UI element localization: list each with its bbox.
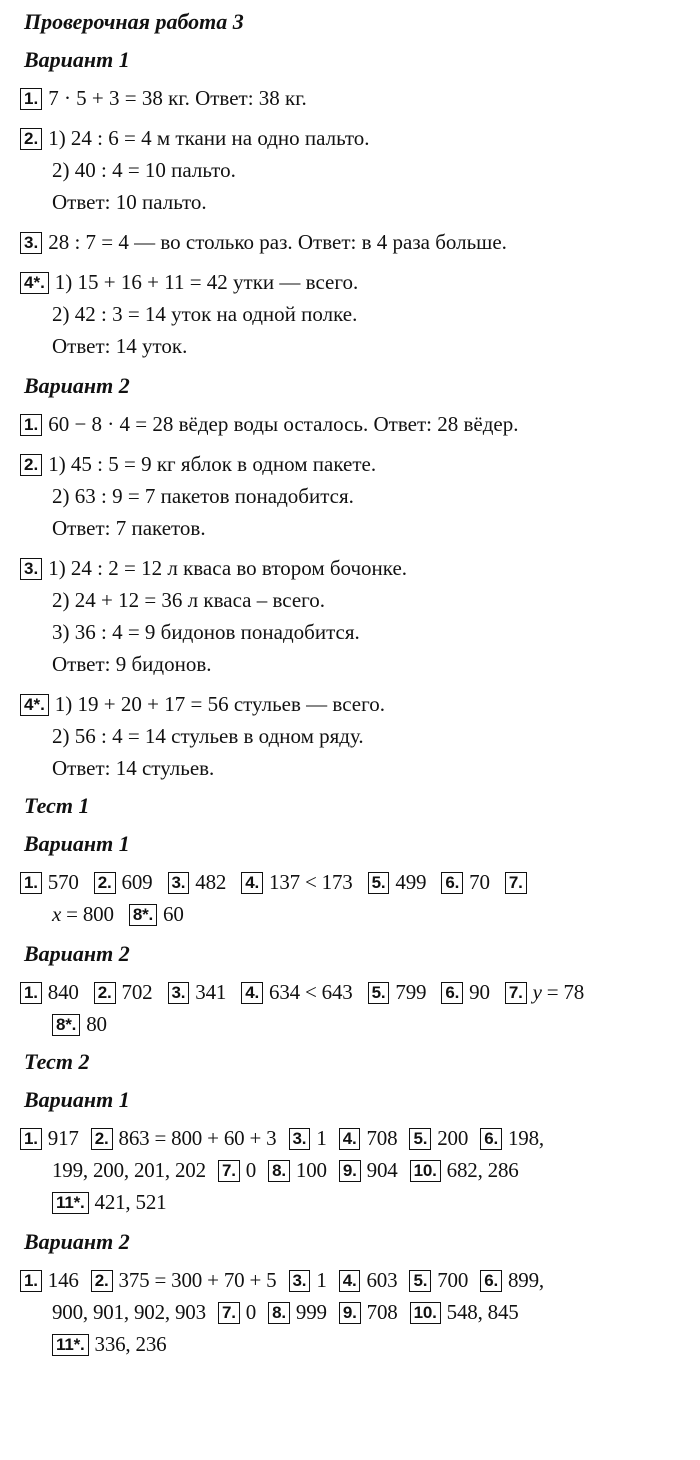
task-line: 3) 36 : 4 = 9 бидонов понадобится. <box>52 620 360 644</box>
answer-item <box>52 1012 107 1036</box>
answer-item <box>94 870 153 894</box>
answer-number-box: 8*. <box>129 904 157 926</box>
answer-number-box: 8. <box>268 1302 290 1324</box>
answer-number-box: 10. <box>410 1160 441 1182</box>
task-line: 2) 40 : 4 = 10 пальто. <box>52 158 236 182</box>
answer-number-box: 1. <box>20 1270 42 1292</box>
answer-value: 146 <box>47 1268 79 1292</box>
answer-number-box: 7. <box>218 1160 240 1182</box>
variant-heading: Вариант 2 <box>24 1229 130 1254</box>
task-text: 7 · 5 + 3 = 38 кг. Ответ: 38 кг. <box>48 86 307 110</box>
answer-item <box>409 1268 468 1292</box>
task-1 <box>20 82 682 114</box>
answer-item <box>20 980 79 1004</box>
answer-value: 198, <box>507 1126 544 1150</box>
answer-item <box>94 980 153 1004</box>
answer-number-box: 2. <box>91 1128 113 1150</box>
answer-item <box>505 870 533 894</box>
answer-value: 375 = 300 + 70 + 5 <box>118 1268 277 1292</box>
task-answer: Ответ: 10 пальто. <box>52 190 207 214</box>
task-line: 1) 45 : 5 = 9 кг яблок в одном пакете. <box>48 452 377 476</box>
answer-number-box: 7. <box>218 1302 240 1324</box>
answer-number-box: 1. <box>20 872 42 894</box>
answer-item <box>20 870 79 894</box>
section-title-test1: Тест 1 <box>24 793 90 818</box>
answer-item <box>241 870 352 894</box>
answer-item <box>91 1268 277 1292</box>
answer-number-box: 10. <box>410 1302 441 1324</box>
answer-number-box: 6. <box>480 1128 502 1150</box>
task-1 <box>20 408 682 440</box>
answer-number-box: 3. <box>168 982 190 1004</box>
test-answers <box>20 1264 682 1360</box>
answer-value: 863 = 800 + 60 + 3 <box>118 1126 277 1150</box>
task-number-box: 2. <box>20 454 42 476</box>
variant-heading: Вариант 1 <box>24 1087 130 1112</box>
answer-item <box>52 902 114 926</box>
answer-value: 570 <box>47 870 79 894</box>
answer-number-box: 6. <box>480 1270 502 1292</box>
answer-item <box>368 870 427 894</box>
answer-number-box: 6. <box>441 872 463 894</box>
task-line: 1) 19 + 20 + 17 = 56 стульев — всего. <box>54 692 385 716</box>
task-text: 28 : 7 = 4 — во столько раз. Ответ: в 4 раза больше. <box>48 230 507 254</box>
section-title-pr3: Проверочная работа 3 <box>24 9 244 34</box>
answer-value: 904 <box>366 1158 398 1182</box>
answer-value: 341 <box>195 980 227 1004</box>
task-number-box: 1. <box>20 88 42 110</box>
answer-value: 700 <box>437 1268 469 1292</box>
variant-heading: Вариант 1 <box>24 47 130 72</box>
task-4 <box>20 688 682 784</box>
task-2 <box>20 122 682 218</box>
answer-value: 499 <box>395 870 427 894</box>
task-line: 2) 42 : 3 = 14 уток на одной полке. <box>52 302 358 326</box>
answer-number-box: 9. <box>339 1302 361 1324</box>
answer-value: 137 < 173 <box>269 870 353 894</box>
answer-item <box>410 1300 519 1324</box>
answer-item <box>52 1332 166 1356</box>
answer-item <box>168 980 227 1004</box>
answer-item <box>480 1126 544 1150</box>
task-number-box: 4*. <box>20 694 49 716</box>
answer-item <box>289 1268 327 1292</box>
answer-item <box>409 1126 468 1150</box>
answer-value: 999 <box>295 1300 327 1324</box>
task-number-box: 1. <box>20 414 42 436</box>
answer-value: 336, 236 <box>94 1332 167 1356</box>
task-line: 1) 24 : 2 = 12 л кваса во втором бочонке. <box>48 556 408 580</box>
answer-number-box: 5. <box>409 1128 431 1150</box>
answer-number-box: 8*. <box>52 1014 80 1036</box>
task-answer: Ответ: 14 стульев. <box>52 756 215 780</box>
answer-item <box>218 1158 256 1182</box>
answer-number-box: 4. <box>339 1128 361 1150</box>
answer-item <box>339 1268 398 1292</box>
answer-number-box: 3. <box>289 1270 311 1292</box>
answer-item <box>20 1268 79 1292</box>
answer-item <box>268 1158 327 1182</box>
answer-item <box>441 980 489 1004</box>
answer-number-box: 7. <box>505 982 527 1004</box>
task-text: 60 − 8 · 4 = 28 вёдер воды осталось. Ответ: 28 вёдер. <box>48 412 519 436</box>
answer-value: 799 <box>395 980 427 1004</box>
answer-number-box: 4. <box>241 872 263 894</box>
answer-item <box>441 870 489 894</box>
answer-value: 548, 845 <box>446 1300 519 1324</box>
answer-number-box: 11*. <box>52 1192 89 1214</box>
answer-number-box: 5. <box>409 1270 431 1292</box>
answer-number-box: 6. <box>441 982 463 1004</box>
answer-value: 702 <box>121 980 153 1004</box>
answer-value: 100 <box>295 1158 327 1182</box>
answer-number-box: 5. <box>368 872 390 894</box>
answer-item <box>241 980 352 1004</box>
task-line: 1) 24 : 6 = 4 м ткани на одно пальто. <box>48 126 370 150</box>
answer-value: 900, 901, 902, 903 <box>52 1300 206 1324</box>
task-3 <box>20 226 682 258</box>
answer-item <box>339 1158 398 1182</box>
task-number-box: 3. <box>20 558 42 580</box>
test-answers <box>20 866 682 930</box>
answer-item <box>218 1300 256 1324</box>
task-answer: Ответ: 7 пакетов. <box>52 516 206 540</box>
answer-variable: x <box>52 902 62 926</box>
answer-item <box>91 1126 277 1150</box>
answer-item <box>129 902 184 926</box>
answer-number-box: 3. <box>289 1128 311 1150</box>
task-line: 2) 56 : 4 = 14 стульев в одном ряду. <box>52 724 364 748</box>
task-line: 2) 63 : 9 = 7 пакетов понадобится. <box>52 484 354 508</box>
answer-item <box>52 1190 166 1214</box>
answer-item <box>339 1126 398 1150</box>
answer-value: 603 <box>366 1268 398 1292</box>
answer-value: 60 <box>163 902 184 926</box>
answer-item <box>20 1126 79 1150</box>
answer-number-box: 1. <box>20 1128 42 1150</box>
answer-item <box>168 870 227 894</box>
answer-value: 1 <box>316 1268 327 1292</box>
answer-value: 80 <box>86 1012 107 1036</box>
answer-number-box: 2. <box>94 982 116 1004</box>
answer-value: 899, <box>507 1268 544 1292</box>
task-line: 2) 24 + 12 = 36 л кваса – всего. <box>52 588 325 612</box>
answer-item <box>480 1268 544 1292</box>
answer-value: 609 <box>121 870 153 894</box>
variant-heading: Вариант 1 <box>24 831 130 856</box>
answer-value: = 800 <box>61 902 114 926</box>
answer-item <box>505 980 584 1004</box>
answer-value: 482 <box>195 870 227 894</box>
section-title-test2: Тест 2 <box>24 1049 90 1074</box>
answer-number-box: 2. <box>91 1270 113 1292</box>
answer-item <box>268 1300 327 1324</box>
test-answers <box>20 976 682 1040</box>
answer-variable: y <box>532 980 542 1004</box>
answer-value: 840 <box>47 980 79 1004</box>
answer-value: 90 <box>469 980 490 1004</box>
answer-value: 421, 521 <box>94 1190 167 1214</box>
answer-value: 917 <box>47 1126 79 1150</box>
answer-number-box: 3. <box>168 872 190 894</box>
answer-number-box: 7. <box>505 872 527 894</box>
answer-number-box: 4. <box>339 1270 361 1292</box>
task-line: 1) 15 + 16 + 11 = 42 утки — всего. <box>54 270 359 294</box>
answer-item <box>410 1158 519 1182</box>
answer-value: 708 <box>366 1126 398 1150</box>
task-4 <box>20 266 682 362</box>
answer-value: 682, 286 <box>446 1158 519 1182</box>
variant-heading: Вариант 2 <box>24 373 130 398</box>
answer-item <box>339 1300 398 1324</box>
task-2 <box>20 448 682 544</box>
answer-value: 0 <box>245 1158 257 1182</box>
task-3 <box>20 552 682 680</box>
answer-value: 708 <box>366 1300 398 1324</box>
answer-number-box: 11*. <box>52 1334 89 1356</box>
task-number-box: 4*. <box>20 272 49 294</box>
answer-item <box>368 980 427 1004</box>
answer-value: 200 <box>437 1126 469 1150</box>
task-answer: Ответ: 9 бидонов. <box>52 652 212 676</box>
answer-value: 0 <box>245 1300 257 1324</box>
task-answer: Ответ: 14 уток. <box>52 334 188 358</box>
answer-number-box: 4. <box>241 982 263 1004</box>
answer-value: 199, 200, 201, 202 <box>52 1158 206 1182</box>
answer-value: = 78 <box>541 980 585 1004</box>
task-number-box: 3. <box>20 232 42 254</box>
answer-number-box: 2. <box>94 872 116 894</box>
answer-item <box>289 1126 327 1150</box>
answer-number-box: 9. <box>339 1160 361 1182</box>
answer-value: 70 <box>469 870 490 894</box>
answer-number-box: 1. <box>20 982 42 1004</box>
variant-heading: Вариант 2 <box>24 941 130 966</box>
answer-value: 634 < 643 <box>269 980 353 1004</box>
task-number-box: 2. <box>20 128 42 150</box>
answer-number-box: 5. <box>368 982 390 1004</box>
answer-value: 1 <box>316 1126 327 1150</box>
answer-number-box: 8. <box>268 1160 290 1182</box>
test-answers <box>20 1122 682 1218</box>
